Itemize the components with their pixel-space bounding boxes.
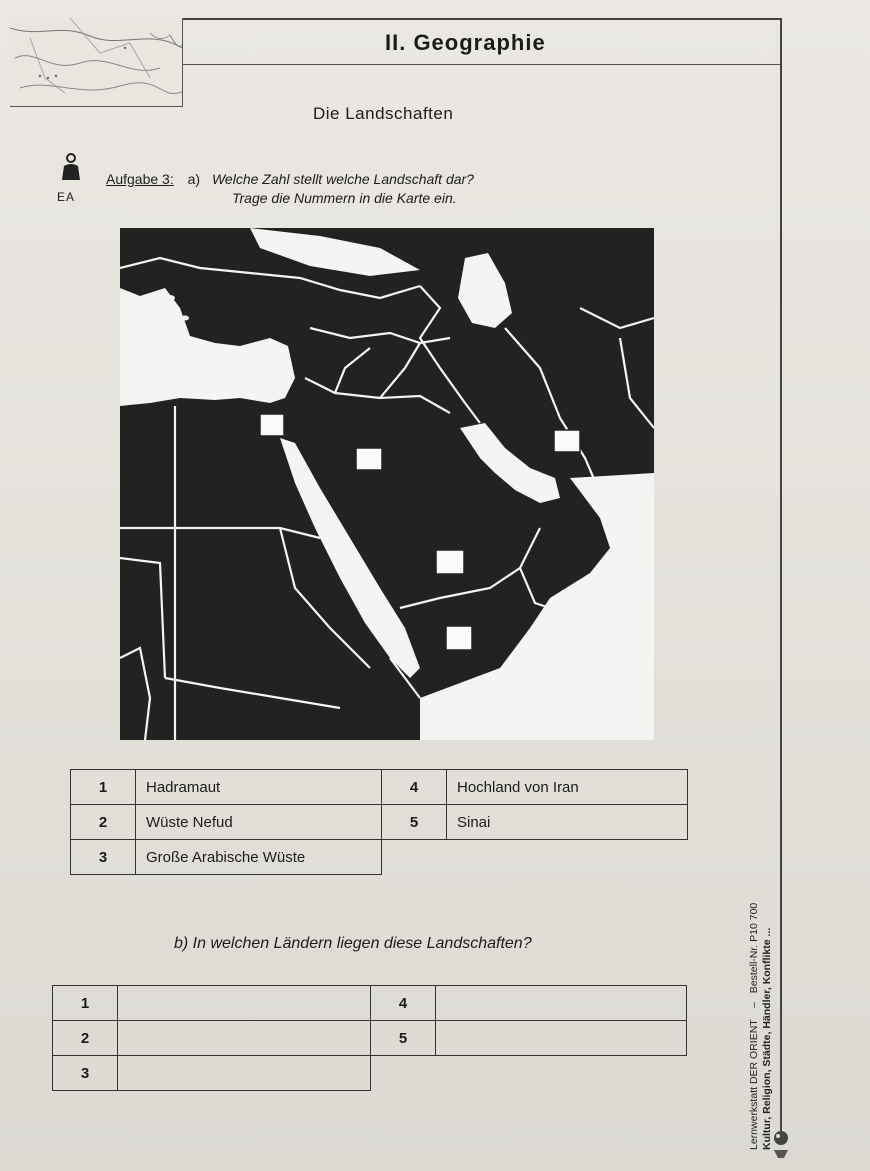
answer-box-rub-al-khali[interactable] [436, 550, 464, 574]
island [181, 316, 189, 321]
legend-number: 4 [382, 770, 447, 805]
answer-box-sinai[interactable] [260, 414, 284, 436]
answer-field[interactable] [436, 1021, 687, 1056]
answer-number: 2 [53, 1021, 118, 1056]
answer-box-iran[interactable] [554, 430, 580, 452]
legend-name: Große Arabische Wüste [136, 840, 382, 875]
part-a-label: a) [187, 171, 201, 187]
footer-line-2: Kultur, Religion, Städte, Händler, Konflikte ... [761, 927, 773, 1150]
student-icon [58, 152, 84, 184]
legend-name: Hochland von Iran [447, 770, 688, 805]
footer-separator: – [748, 1001, 760, 1008]
corner-map-sketch [10, 18, 183, 107]
question-a: Welche Zahl stellt welche Landschaft dar? [211, 171, 474, 187]
answer-number: 1 [53, 986, 118, 1021]
legend-number: 5 [382, 805, 447, 840]
answer-field[interactable] [118, 1056, 371, 1091]
answer-row [53, 986, 687, 1021]
question-b: b) In welchen Ländern liegen diese Landschaften? [174, 935, 532, 952]
legend-row [71, 805, 688, 840]
legend-empty [447, 840, 688, 875]
answer-field[interactable] [118, 986, 371, 1021]
task-label: Aufgabe 3: [106, 171, 174, 187]
legend-name: Sinai [447, 805, 688, 840]
country-answer-table [52, 985, 687, 1091]
individual-work-badge: EA [57, 190, 76, 204]
footer-line-1 [748, 680, 761, 1150]
answer-box-nefud[interactable] [356, 448, 382, 470]
answer-empty [371, 1056, 436, 1091]
island [165, 295, 175, 301]
header-rule [180, 64, 780, 65]
task-heading [106, 171, 474, 187]
answer-number: 5 [371, 1021, 436, 1056]
answer-row [53, 1056, 687, 1091]
answer-row [53, 1021, 687, 1056]
instruction-a: Trage die Nummern in die Karte ein. [232, 190, 457, 206]
answer-empty [436, 1056, 687, 1091]
answer-number: 3 [53, 1056, 118, 1091]
legend-empty [382, 840, 447, 875]
legend-row [71, 840, 688, 875]
legend-number: 1 [71, 770, 136, 805]
footer-order-number: Bestell-Nr. P10 700 [748, 902, 760, 994]
answer-box-hadramaut[interactable] [446, 626, 472, 650]
legend-number: 3 [71, 840, 136, 875]
answer-field[interactable] [436, 986, 687, 1021]
island-socotra [539, 671, 551, 676]
middle-east-map [120, 228, 654, 740]
answer-number: 4 [371, 986, 436, 1021]
answer-field[interactable] [118, 1021, 371, 1056]
landscape-legend [70, 769, 688, 875]
legend-number: 2 [71, 805, 136, 840]
legend-name: Wüste Nefud [136, 805, 382, 840]
footer-series: Lernwerkstatt DER ORIENT [748, 1019, 760, 1150]
publisher-logo-icon [770, 1128, 792, 1158]
page-subtitle: Die Landschaften [313, 104, 454, 123]
legend-row [71, 770, 688, 805]
publisher-footer [748, 680, 774, 1150]
legend-name: Hadramaut [136, 770, 382, 805]
chapter-title: II. Geographie [385, 30, 546, 55]
